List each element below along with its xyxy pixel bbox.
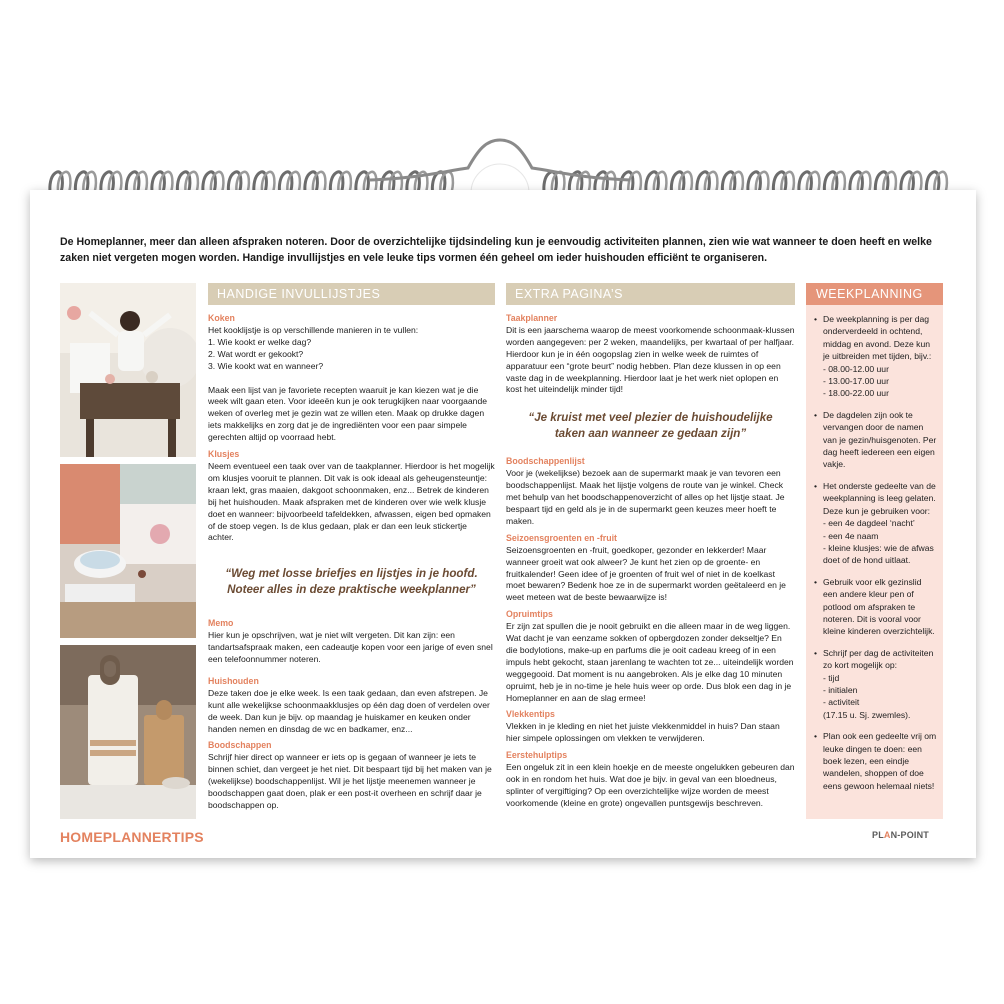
boodschappenlijst-title: Boodschappenlijst — [506, 456, 585, 467]
koken-q3: 3. Wie kookt wat en wanneer? — [208, 360, 324, 371]
vlekkentips-title: Vlekkentips — [506, 709, 555, 720]
taakplanner-title: Taakplanner — [506, 313, 558, 323]
weekplanning-item: • Gebruik voor elk gezinslid een andere kleur pen of potlood om afspraken te noteren. Dit is vooral voor kleine kinderen overzichtelijk. — [814, 576, 937, 638]
column-handige-invullijstjes — [208, 283, 495, 812]
koken-q1: 1. Wie kookt er welke dag? — [208, 336, 312, 347]
weekplanning-panel — [806, 283, 943, 819]
klusjes-text: Neem eventueel een taak over van de taakplanner. Hierdoor is het mogelijk om klusjes vooruit te plannen. Dit vak is ook ideaal als geheugensteuntje: kraan lekt, gras maaien, dakgoot schoonmaken, enz... Betrek de kinderen bij het huishouden. Maak afspraken met de kinderen over wie welk klusje doet en wanneer: bijvoorbeeld tafeldekken, afwassen, eigen bed opmaken of de stoep vegen. Is de klus gedaan, plak er dan een leuk stickertje achter. — [208, 460, 495, 543]
photo-kitchen-boards — [60, 645, 196, 819]
huishouden-text: Deze taken doe je elke week. Is een taak gedaan, dan even afstrepen. Je kunt alle wekelijkse schoonmaakklusjes op één dag doen of verdelen over de week. Dan kun je bijv. op maandag je huiskamer en keuken onder handen nemen en dinsdag de wc en badkamer, enz... — [208, 687, 490, 734]
koken-text: Het kooklijstje is op verschillende manieren in te vullen: — [208, 324, 419, 335]
plan-point-logo: PLAN-POINT — [872, 830, 930, 840]
weekplanning-item: • De weekplanning is per dag onderverdeeld in ochtend, middag en avond. Deze kun je uitbreiden met tijden, bijv.: - 08.00-12.00 uur - 13.00-17.00 uur - 18.00-22.00 uur — [814, 313, 937, 400]
weekplanning-item: • Plan ook een gedeelte vrij om leuke dingen te doen: een boek lezen, een eindje wandelen, shoppen of doe eens gewoon helemaal niets! — [814, 730, 937, 792]
column-extra-paginas — [506, 283, 795, 810]
koken-title: Koken — [208, 313, 235, 323]
seizoen-text: Seizoensgroenten en -fruit, goedkoper, gezonder en lekkerder! Maar wanneer groeit wat ook alweer? Je kunt het zien op de groente- en fruitkalender! Geen idee of je groenten of fruit wel of niet in de koelkast moet bewaren? Bedenk hoe ze in de supermarkt worden geëtaleerd en je weet meteen wat de beste bewaarwijze is! — [506, 544, 786, 603]
taakplanner-text: Dit is een jaarschema waarop de meest voorkomende schoonmaak-klussen worden aangegeven: per 2 weken, maandelijks, per kwartaal of per halfjaar. Hierdoor kun je in één oogopslag zien in welke week de ruimtes of apparatuur een “grote beurt” nodig hebben. Plan deze klussen in op een vaste dag in de weekplanning. Hierdoor laat je het werk niet oplopen en kost het uiteindelijk minder tijd! — [506, 324, 795, 395]
opruimtips-title: Opruimtips — [506, 609, 553, 620]
koken-text-2: Maak een lijst van je favoriete recepten waaruit je kan kiezen wat je die week wilt gaan eten. Voor ideeën kun je ook terugkijken naar voorgaande weken of overleg met je gezin wat ze willen eten. Maak op drukke dagen iets makkelijks en zorg dat je de ingrediënten voor een paar simpele gerechten altijd op voorraad hebt. — [208, 384, 488, 443]
eerstehulptips-title: Eerstehulptips — [506, 750, 568, 761]
photo-woman-living-room — [60, 283, 196, 457]
section-header: HANDIGE INVULLIJSTJES — [208, 283, 495, 305]
opruimtips-text: Er zijn zat spullen die je nooit gebruikt en die alleen maar in de weg liggen. Wat dacht je van eenzame sokken of opbergdozen zonder dekseltje? En die bodylotions, make-up en parfums die je ooit cadeau kreeg of in een impuls hebt gekocht, staan jarenlang te wachten tot ze... uiteindelijk worden weggegooid. Dat moment is nu aangebroken. Als je elke dag 10 minuten opruimt, heb je in no-time je hele huis weer op orde. Dus blok een dag in je Homeplanner en aan de slag ermee! — [506, 621, 794, 703]
quote-2: “Je kruist met veel plezier de huishoudelijke taken aan wanneer ze gedaan zijn” — [528, 411, 773, 441]
weekplanning-item: • Het onderste gedeelte van de weekplanning is leeg gelaten. Deze kun je gebruiken voor: - een 4e dagdeel ‘nacht’ - een 4e naam - kleine klusjes: wie de afwas doet of de hond uitlaat. — [814, 480, 937, 567]
photo-teacups-cushions — [60, 464, 196, 638]
section-header: EXTRA PAGINA’S — [506, 283, 795, 305]
huishouden-title: Huishouden — [208, 675, 259, 686]
seizoen-title: Seizoensgroenten en -fruit — [506, 532, 617, 543]
boodschappen-title: Boodschappen — [208, 740, 272, 751]
intro-text: De Homeplanner, meer dan alleen afspraken noteren. Door de overzichtelijke tijdsindeling kun je eenvoudig activiteiten plannen, zien wie wat wanneer te doen heeft en welke zaken niet vergeten mogen worden. Handige invullijstjes en vele leuke tips vormen één geheel om ieder huishouden efficiënt te organiseren. — [60, 236, 932, 264]
koken-q2: 2. Wat wordt er gekookt? — [208, 348, 304, 359]
quote-1: “Weg met losse briefjes en lijstjes in je hoofd. Noteer alles in deze praktische weekplanner” — [225, 567, 478, 597]
weekplanning-item: • De dagdelen zijn ook te vervangen door de namen van je gezin/huisgenoten. Per dag heeft iedereen een eigen vakje. — [814, 409, 937, 471]
vlekkentips-text: Vlekken in je kleding en niet het juiste vlekkenmiddel in huis? Dan staan hier simpele oplossingen om vlekken te verwijderen. — [506, 721, 780, 744]
klusjes-title: Klusjes — [208, 449, 240, 460]
eerstehulptips-text: Een ongeluk zit in een klein hoekje en de meeste ongelukken gebeuren dan ook in en rondom het huis. Wat doe je bijv. in geval van een bloedneus, splinter of vergiftiging? Op een overzichtelijke wijze worden de meest voorkomende (kleine en grote) ongevallen puntsgewijs beschreven. — [506, 762, 795, 808]
memo-title: Memo — [208, 618, 234, 629]
boodschappenlijst-text: Voor je (wekelijkse) bezoek aan de supermarkt maak je van tevoren een boodschappenlijst. Maak het lijstje volgens de route van je winkel. Check met behulp van het boodschappenoverzicht of alles op het lijstje staat. Je bespaart tijd en geld als je in de supermarkt geen keuzes meer hoeft te maken. — [506, 468, 785, 526]
footer-title: HOMEPLANNERTIPS — [60, 829, 204, 845]
weekplanning-list — [806, 313, 943, 792]
memo-text: Hier kun je opschrijven, wat je niet wilt vergeten. Dit kan zijn: een tandartsafspraak maken, een cadeautje kopen voor een jarige of even snel een telefoonnummer noteren. — [208, 630, 493, 665]
weekplanning-header: WEEKPLANNING — [806, 283, 943, 305]
boodschappen-text: Schrijf hier direct op wanneer er iets op is gegaan of wanneer je iets te binnen schiet, dan vergeet je het niet. Dit bespaart tijd bij het maken van je (wekelijkse) boodschappenlijst. Wil je het lijstje meenemen wanneer je boodschappen gaat doen, plak er een post-it overheen en schrijf daar je boodschappen op. — [208, 752, 492, 810]
weekplanning-item: • Schrijf per dag de activiteiten zo kort mogelijk op: - tijd - initialen - activiteit (17.15 u. Sj. zwemles). — [814, 647, 937, 721]
